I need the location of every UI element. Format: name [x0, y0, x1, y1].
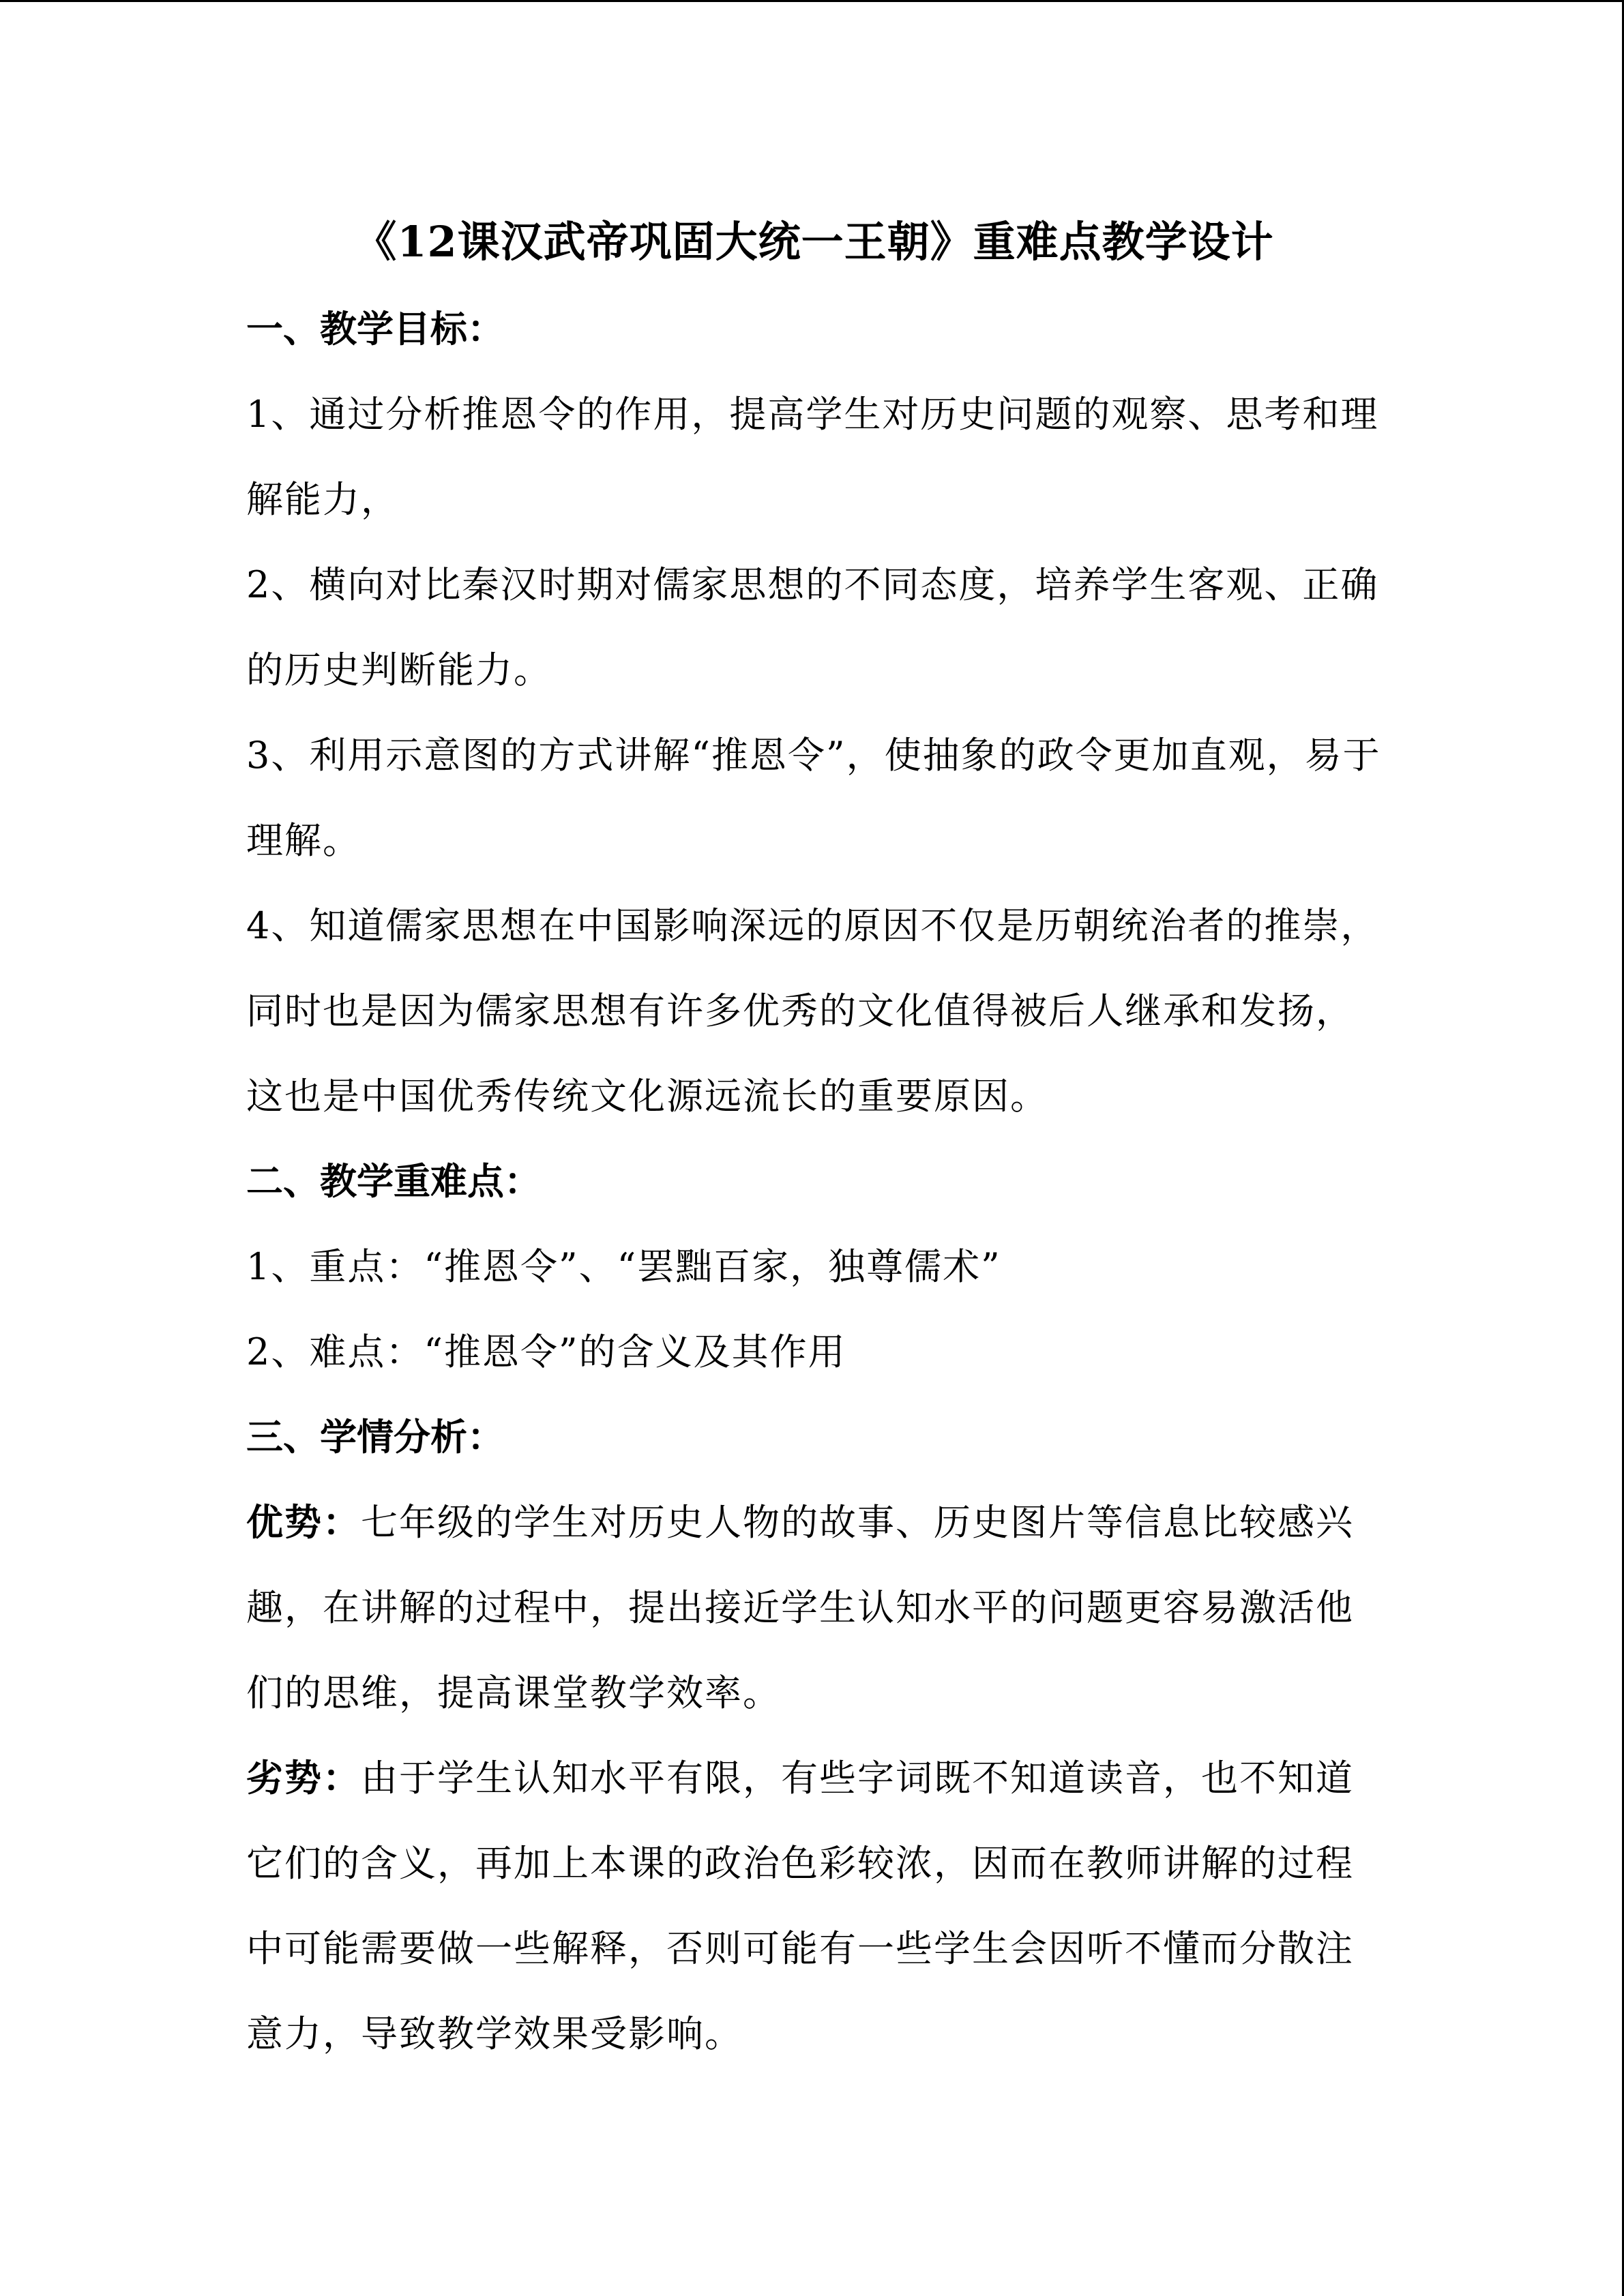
analysis-weaknesses-text: 由于学生认知水平有限，有些字词既不知道读音，也不知道它们的含义，再加上本课的政治色彩较浓，因而在教师讲解的过程中可能需要做一些解释，否则可能有一些学生会因听不懂而分散注意力，导致教学效果受影响。	[246, 1757, 1354, 2055]
document-body	[246, 205, 1382, 2076]
key-point-item-2: 2、难点：“推恩令”的含义及其作用	[246, 1330, 846, 1373]
analysis-strengths-label: 优势：	[246, 1500, 361, 1544]
objective-item-2: 2、横向对比秦汉时期对儒家思想的不同态度，培养学生客观、正确的历史判断能力。	[246, 563, 1379, 691]
analysis-weaknesses	[246, 1735, 1382, 2076]
key-point-item-1: 1、重点：“推恩令”、“罢黜百家，独尊儒术”	[246, 1245, 1001, 1288]
objective-item-3: 3、利用示意图的方式讲解“推恩令”，使抽象的政令更加直观，易于理解。	[246, 734, 1381, 862]
section-heading-objectives: 一、教学目标：	[246, 307, 504, 351]
section-heading-key-points: 二、教学重难点：	[246, 1159, 541, 1203]
objective-item-1: 1、通过分析推恩令的作用，提高学生对历史问题的观察、思考和理解能力，	[246, 393, 1379, 521]
analysis-weaknesses-label: 劣势：	[246, 1756, 361, 1800]
analysis-strengths	[246, 1480, 1382, 1735]
analysis-strengths-text: 七年级的学生对历史人物的故事、历史图片等信息比较感兴趣，在讲解的过程中，提出接近学生认知水平的问题更容易激活他们的思维，提高课堂教学效率。	[246, 1501, 1354, 1714]
section-heading-analysis: 三、学情分析：	[246, 1415, 504, 1459]
objective-item-4: 4、知道儒家思想在中国影响深远的原因不仅是历朝统治者的推崇，同时也是因为儒家思想有许多优秀的文化值得被后人继承和发扬，这也是中国优秀传统文化源远流长的重要原因。	[246, 904, 1379, 1118]
document-title: 《12课汉武帝巩固大统一王朝》重难点教学设计	[354, 217, 1274, 267]
